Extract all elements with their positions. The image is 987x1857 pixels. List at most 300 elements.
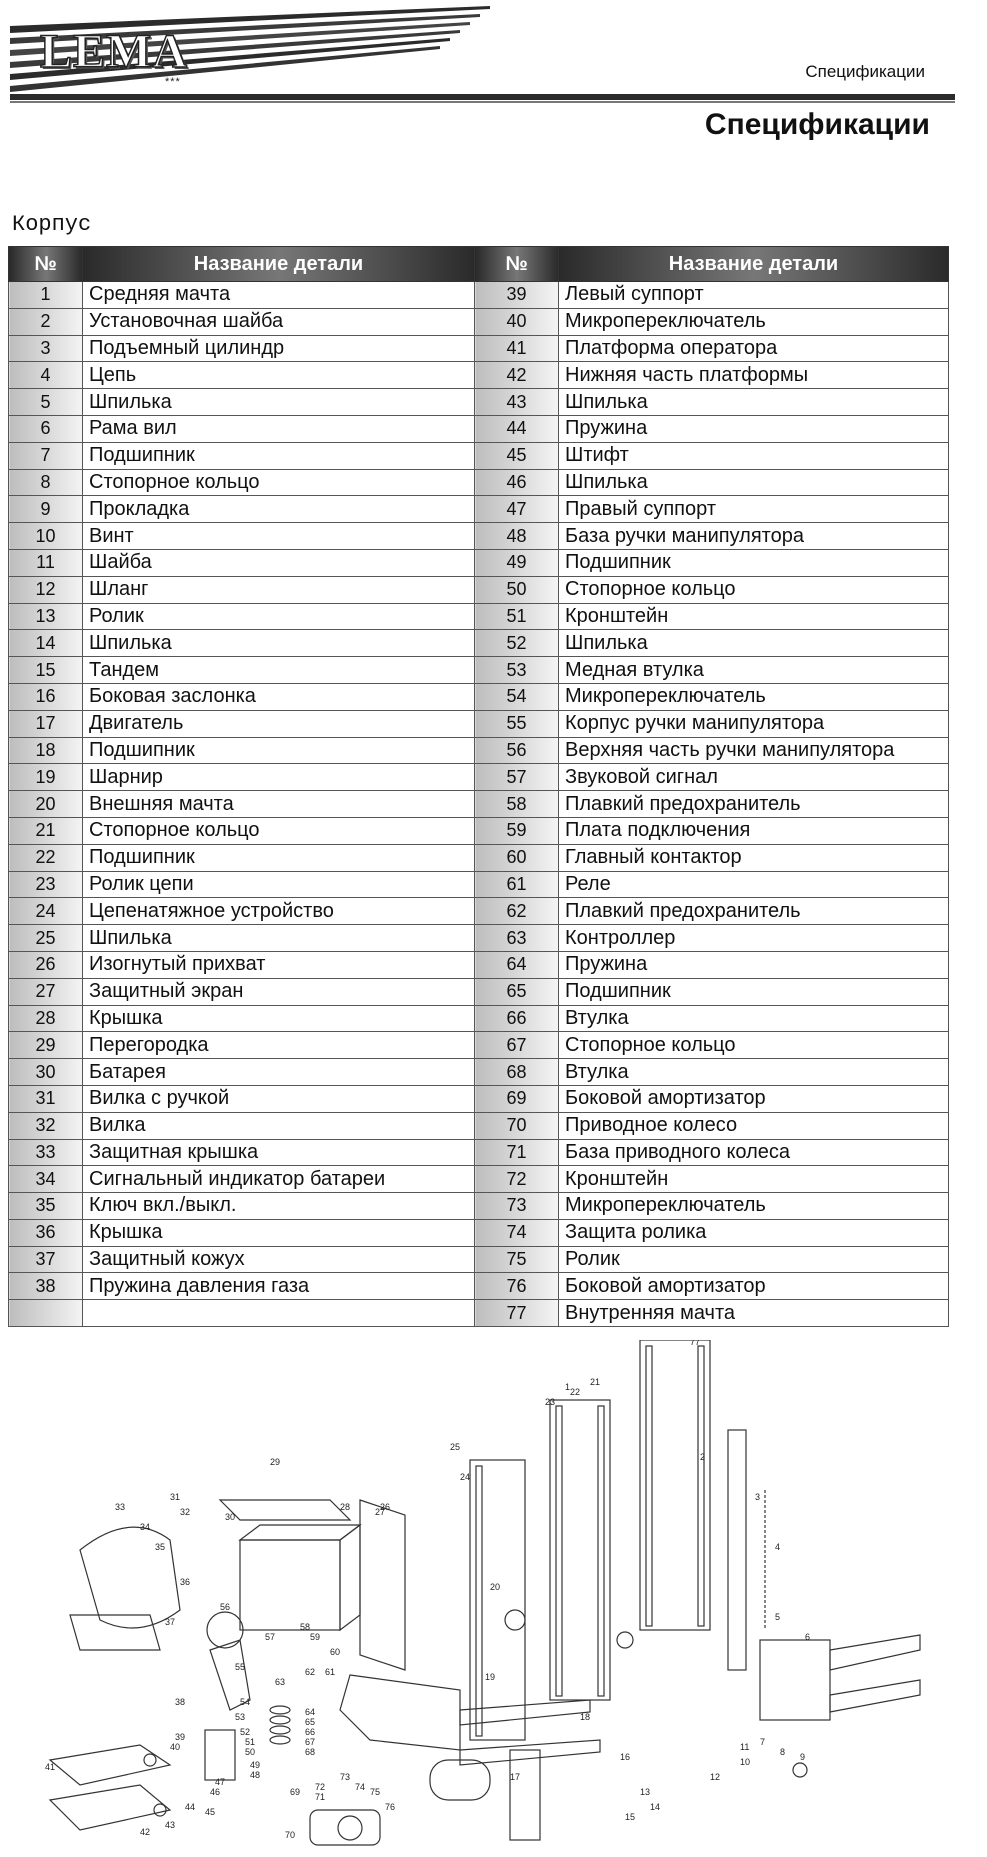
part-name: Кронштейн (559, 603, 949, 630)
table-row (9, 389, 949, 416)
table-row (9, 549, 949, 576)
callout-label: 9 (800, 1752, 806, 1762)
part-number (9, 1300, 83, 1327)
table-row (9, 898, 949, 925)
part-number: 71 (475, 1139, 559, 1166)
callout-label: 13 (640, 1787, 651, 1797)
side-plate (510, 1750, 540, 1840)
part-name: Защитный экран (83, 978, 475, 1005)
part-name: Верхняя часть ручки манипулятора (559, 737, 949, 764)
table-row (9, 710, 949, 737)
part-name: Ролик (83, 603, 475, 630)
part-name: Шпилька (559, 469, 949, 496)
callout-label: 44 (185, 1802, 196, 1812)
fork-frame (460, 1635, 920, 1765)
table-row (9, 1219, 949, 1246)
part-number: 13 (9, 603, 83, 630)
table-row (9, 1032, 949, 1059)
part-name: Втулка (559, 1005, 949, 1032)
part-number: 77 (475, 1300, 559, 1327)
part-name: Ролик (559, 1246, 949, 1273)
callout-label: 34 (140, 1522, 151, 1532)
part-name: Микропереключатель (559, 1193, 949, 1220)
part-number: 21 (9, 817, 83, 844)
callout-label: 4 (775, 1542, 781, 1552)
part-number: 64 (475, 951, 559, 978)
part-number: 17 (9, 710, 83, 737)
part-number: 1 (9, 282, 83, 309)
part-number: 37 (9, 1246, 83, 1273)
table-row (9, 335, 949, 362)
callout-label: 72 (315, 1782, 326, 1792)
callout-label: 14 (650, 1802, 661, 1812)
callout-label: 51 (245, 1737, 256, 1747)
part-number: 14 (9, 630, 83, 657)
part-name: Плавкий предохранитель (559, 791, 949, 818)
part-number: 74 (475, 1219, 559, 1246)
callout-label: 20 (490, 1582, 501, 1592)
callout-label: 46 (210, 1787, 221, 1797)
part-number: 48 (475, 523, 559, 550)
callout-label: 60 (330, 1647, 341, 1657)
part-name: Пружина (559, 415, 949, 442)
part-name: Перегородка (83, 1032, 475, 1059)
callout-label: 45 (205, 1807, 216, 1817)
callout-label: 70 (285, 1830, 296, 1840)
part-number: 25 (9, 925, 83, 952)
table-row (9, 282, 949, 309)
part-number: 36 (9, 1219, 83, 1246)
table-row (9, 442, 949, 469)
callout-label: 36 (180, 1577, 191, 1587)
table-row (9, 496, 949, 523)
table-body (9, 282, 949, 1327)
callout-label: 48 (250, 1770, 261, 1780)
part-name: Шарнир (83, 764, 475, 791)
part-number: 63 (475, 925, 559, 952)
callout-label: 3 (755, 1492, 761, 1502)
callout-label: 40 (170, 1742, 181, 1752)
callout-label: 8 (780, 1747, 786, 1757)
part-number: 16 (9, 683, 83, 710)
table-row (9, 576, 949, 603)
part-name: Защитный кожух (83, 1246, 475, 1273)
callout-label: 62 (305, 1667, 316, 1677)
part-name: Плата подключения (559, 817, 949, 844)
part-number: 76 (475, 1273, 559, 1300)
callout-label: 10 (740, 1757, 751, 1767)
callout-label: 43 (165, 1820, 176, 1830)
part-number: 51 (475, 603, 559, 630)
part-number: 20 (9, 791, 83, 818)
callout-label: 16 (620, 1752, 631, 1762)
part-number: 28 (9, 1005, 83, 1032)
part-name: Внешняя мачта (83, 791, 475, 818)
part-name: База ручки манипулятора (559, 523, 949, 550)
table-row (9, 683, 949, 710)
table-row (9, 737, 949, 764)
part-name: Подшипник (83, 737, 475, 764)
part-name: Подшипник (559, 978, 949, 1005)
part-number: 23 (9, 871, 83, 898)
callout-label: 11 (740, 1742, 750, 1752)
callout-label: 17 (510, 1772, 521, 1782)
part-number: 56 (475, 737, 559, 764)
part-number: 60 (475, 844, 559, 871)
part-name: Подшипник (559, 549, 949, 576)
part-number: 29 (9, 1032, 83, 1059)
part-number: 46 (475, 469, 559, 496)
page-title: Спецификации (704, 108, 930, 141)
logo-stars: *** (165, 76, 181, 88)
table-row (9, 1112, 949, 1139)
callout-label: 6 (805, 1632, 811, 1642)
table-row (9, 308, 949, 335)
part-name: Средняя мачта (83, 282, 475, 309)
part-name: Боковая заслонка (83, 683, 475, 710)
table-row (9, 1166, 949, 1193)
table-row (9, 1273, 949, 1300)
part-name: Плавкий предохранитель (559, 898, 949, 925)
part-name: Левый суппорт (559, 282, 949, 309)
part-number: 45 (475, 442, 559, 469)
lift-cylinder (728, 1430, 746, 1670)
part-name: Изогнутый прихват (83, 951, 475, 978)
table-row (9, 362, 949, 389)
callout-label: 29 (270, 1457, 281, 1467)
battery (240, 1525, 360, 1630)
part-name: Шпилька (83, 389, 475, 416)
part-number: 49 (475, 549, 559, 576)
part-name: Шпилька (559, 389, 949, 416)
part-name: Штифт (559, 442, 949, 469)
part-name: Шпилька (559, 630, 949, 657)
column-header-number: № (9, 247, 83, 282)
part-name: Подъемный цилиндр (83, 335, 475, 362)
part-name: Двигатель (83, 710, 475, 737)
part-number: 3 (9, 335, 83, 362)
table-row (9, 817, 949, 844)
column-header-number: № (475, 247, 559, 282)
part-name: Реле (559, 871, 949, 898)
part-number: 62 (475, 898, 559, 925)
callout-label: 32 (180, 1507, 191, 1517)
lema-logo: LEMA (40, 25, 188, 78)
callout-label: 66 (305, 1727, 316, 1737)
part-name: Винт (83, 523, 475, 550)
part-name: Батарея (83, 1059, 475, 1086)
part-number: 53 (475, 657, 559, 684)
callout-labels (45, 1340, 810, 1840)
part-number: 8 (9, 469, 83, 496)
callout-label: 71 (315, 1792, 326, 1802)
protective-screen (360, 1500, 405, 1670)
part-number: 52 (475, 630, 559, 657)
part-number: 65 (475, 978, 559, 1005)
table-row (9, 844, 949, 871)
table-row (9, 1300, 949, 1327)
parts-table (8, 246, 949, 1327)
part-number: 40 (475, 308, 559, 335)
table-row (9, 791, 949, 818)
part-name: Установочная шайба (83, 308, 475, 335)
part-name: Подшипник (83, 442, 475, 469)
part-name: Шпилька (83, 925, 475, 952)
part-name: Боковой амортизатор (559, 1273, 949, 1300)
callout-label: 75 (370, 1787, 381, 1797)
table-row (9, 1139, 949, 1166)
callout-label: 19 (485, 1672, 496, 1682)
callout-label: 55 (235, 1662, 246, 1672)
part-number: 34 (9, 1166, 83, 1193)
callout-label: 12 (710, 1772, 721, 1782)
callout-label: 18 (580, 1712, 591, 1722)
callout-label: 53 (235, 1712, 246, 1722)
callout-label: 65 (305, 1717, 316, 1727)
part-number: 73 (475, 1193, 559, 1220)
table-row (9, 603, 949, 630)
callout-label: 24 (460, 1472, 471, 1482)
part-name: Нижняя часть платформы (559, 362, 949, 389)
part-number: 30 (9, 1059, 83, 1086)
operator-platform (50, 1745, 170, 1785)
part-name: Боковой амортизатор (559, 1085, 949, 1112)
callout-label: 61 (325, 1667, 336, 1677)
callout-label: 59 (310, 1632, 321, 1642)
callout-label: 63 (275, 1677, 286, 1687)
part-name: Шланг (83, 576, 475, 603)
callout-label: 15 (625, 1812, 636, 1822)
table-row (9, 1005, 949, 1032)
part-name: Вилка с ручкой (83, 1085, 475, 1112)
part-number: 38 (9, 1273, 83, 1300)
part-number: 72 (475, 1166, 559, 1193)
callout-label: 28 (340, 1502, 351, 1512)
column-header-name: Название детали (83, 247, 475, 282)
battery-cover (220, 1500, 350, 1520)
part-name: Вилка (83, 1112, 475, 1139)
callout-label: 50 (245, 1747, 256, 1757)
callout-label: 41 (45, 1762, 56, 1772)
part-number: 43 (475, 389, 559, 416)
diagram-drawing (40, 1340, 940, 1850)
callout-label: 5 (775, 1612, 781, 1622)
part-number: 66 (475, 1005, 559, 1032)
part-name: Крышка (83, 1219, 475, 1246)
page-header (10, 6, 955, 106)
callout-label: 58 (300, 1622, 311, 1632)
part-name: Кронштейн (559, 1166, 949, 1193)
callout-label: 49 (250, 1760, 261, 1770)
table-row (9, 630, 949, 657)
callout-label: 52 (240, 1727, 251, 1737)
part-name: Защита ролика (559, 1219, 949, 1246)
part-name: Цепь (83, 362, 475, 389)
roller (505, 1610, 525, 1630)
part-name: Приводное колесо (559, 1112, 949, 1139)
callout-label: 54 (240, 1697, 251, 1707)
callout-label: 68 (305, 1747, 316, 1757)
table-row (9, 951, 949, 978)
callout-label: 35 (155, 1542, 166, 1552)
part-number: 39 (475, 282, 559, 309)
part-number: 47 (475, 496, 559, 523)
table-row (9, 1193, 949, 1220)
exploded-parts-diagram (40, 1340, 940, 1850)
callout-label: 7 (760, 1737, 766, 1747)
part-number: 7 (9, 442, 83, 469)
part-number: 5 (9, 389, 83, 416)
part-name: Звуковой сигнал (559, 764, 949, 791)
callout-label: 74 (355, 1782, 366, 1792)
part-number: 44 (475, 415, 559, 442)
callout-label: 33 (115, 1502, 126, 1512)
part-name: Крышка (83, 1005, 475, 1032)
callout-label: 77 (690, 1340, 701, 1347)
part-number: 10 (9, 523, 83, 550)
callout-label: 1 (565, 1382, 571, 1392)
part-number: 11 (9, 549, 83, 576)
part-name: Стопорное кольцо (559, 576, 949, 603)
part-name: Сигнальный индикатор батареи (83, 1166, 475, 1193)
part-number: 69 (475, 1085, 559, 1112)
part-name: Контроллер (559, 925, 949, 952)
callout-label: 38 (175, 1697, 186, 1707)
part-number: 67 (475, 1032, 559, 1059)
part-number: 12 (9, 576, 83, 603)
callout-label: 64 (305, 1707, 316, 1717)
header-label: Спецификации (805, 62, 925, 81)
callout-label: 26 (380, 1502, 391, 1512)
callout-label: 22 (570, 1387, 581, 1397)
part-name (83, 1300, 475, 1327)
callout-label: 39 (175, 1732, 186, 1742)
part-number: 15 (9, 657, 83, 684)
part-name: Прокладка (83, 496, 475, 523)
part-number: 54 (475, 683, 559, 710)
table-row (9, 1246, 949, 1273)
part-name: Подшипник (83, 844, 475, 871)
part-name: Стопорное кольцо (83, 469, 475, 496)
callout-label: 2 (700, 1452, 706, 1462)
part-number: 19 (9, 764, 83, 791)
column-header-name: Название детали (559, 247, 949, 282)
part-name: Пружина давления газа (83, 1273, 475, 1300)
part-number: 32 (9, 1112, 83, 1139)
table-row (9, 657, 949, 684)
callout-label: 30 (225, 1512, 236, 1522)
part-number: 58 (475, 791, 559, 818)
part-number: 55 (475, 710, 559, 737)
callout-label: 37 (165, 1617, 176, 1627)
callout-label: 76 (385, 1802, 396, 1812)
part-name: База приводного колеса (559, 1139, 949, 1166)
spring-stack (270, 1706, 290, 1744)
part-name: Втулка (559, 1059, 949, 1086)
part-number: 50 (475, 576, 559, 603)
part-number: 18 (9, 737, 83, 764)
table-row (9, 415, 949, 442)
part-number: 75 (475, 1246, 559, 1273)
callout-label: 21 (590, 1377, 601, 1387)
callout-label: 31 (170, 1492, 181, 1502)
part-name: Шпилька (83, 630, 475, 657)
part-name: Стопорное кольцо (559, 1032, 949, 1059)
part-name: Рама вил (83, 415, 475, 442)
part-number: 31 (9, 1085, 83, 1112)
callout-label: 57 (265, 1632, 276, 1642)
callout-label: 69 (290, 1787, 301, 1797)
callout-label: 67 (305, 1737, 316, 1747)
part-number: 68 (475, 1059, 559, 1086)
part-name: Стопорное кольцо (83, 817, 475, 844)
part-number: 2 (9, 308, 83, 335)
part-number: 4 (9, 362, 83, 389)
part-name: Внутренняя мачта (559, 1300, 949, 1327)
part-number: 24 (9, 898, 83, 925)
part-name: Корпус ручки манипулятора (559, 710, 949, 737)
part-name: Ключ вкл./выкл. (83, 1193, 475, 1220)
mast-assembly (470, 1340, 710, 1740)
part-name: Тандем (83, 657, 475, 684)
callout-label: 47 (215, 1777, 226, 1787)
motor (430, 1760, 490, 1800)
part-number: 41 (475, 335, 559, 362)
part-number: 6 (9, 415, 83, 442)
part-number: 26 (9, 951, 83, 978)
drive-wheel (310, 1810, 380, 1845)
part-name: Защитная крышка (83, 1139, 475, 1166)
table-header-row (9, 247, 949, 282)
callout-label: 56 (220, 1602, 231, 1612)
part-number: 61 (475, 871, 559, 898)
part-number: 33 (9, 1139, 83, 1166)
table-row (9, 523, 949, 550)
table-row (9, 1085, 949, 1112)
table-row (9, 1059, 949, 1086)
part-name: Цепенатяжное устройство (83, 898, 475, 925)
part-number: 35 (9, 1193, 83, 1220)
part-name: Пружина (559, 951, 949, 978)
part-name: Платформа оператора (559, 335, 949, 362)
callout-label: 25 (450, 1442, 461, 1452)
table-row (9, 469, 949, 496)
part-number: 9 (9, 496, 83, 523)
callout-label: 73 (340, 1772, 351, 1782)
table-row (9, 978, 949, 1005)
part-number: 59 (475, 817, 559, 844)
part-number: 42 (475, 362, 559, 389)
part-name: Микропереключатель (559, 308, 949, 335)
table-row (9, 871, 949, 898)
part-name: Ролик цепи (83, 871, 475, 898)
part-name: Главный контактор (559, 844, 949, 871)
part-number: 57 (475, 764, 559, 791)
part-name: Шайба (83, 549, 475, 576)
part-name: Микропереключатель (559, 683, 949, 710)
callout-label: 27 (375, 1507, 386, 1517)
callout-label: 23 (545, 1397, 556, 1407)
part-number: 22 (9, 844, 83, 871)
part-number: 27 (9, 978, 83, 1005)
chassis (340, 1675, 460, 1750)
part-number: 70 (475, 1112, 559, 1139)
part-name: Медная втулка (559, 657, 949, 684)
part-name: Правый суппорт (559, 496, 949, 523)
table-row (9, 764, 949, 791)
callout-label: 42 (140, 1827, 151, 1837)
section-title: Корпус (12, 212, 92, 237)
